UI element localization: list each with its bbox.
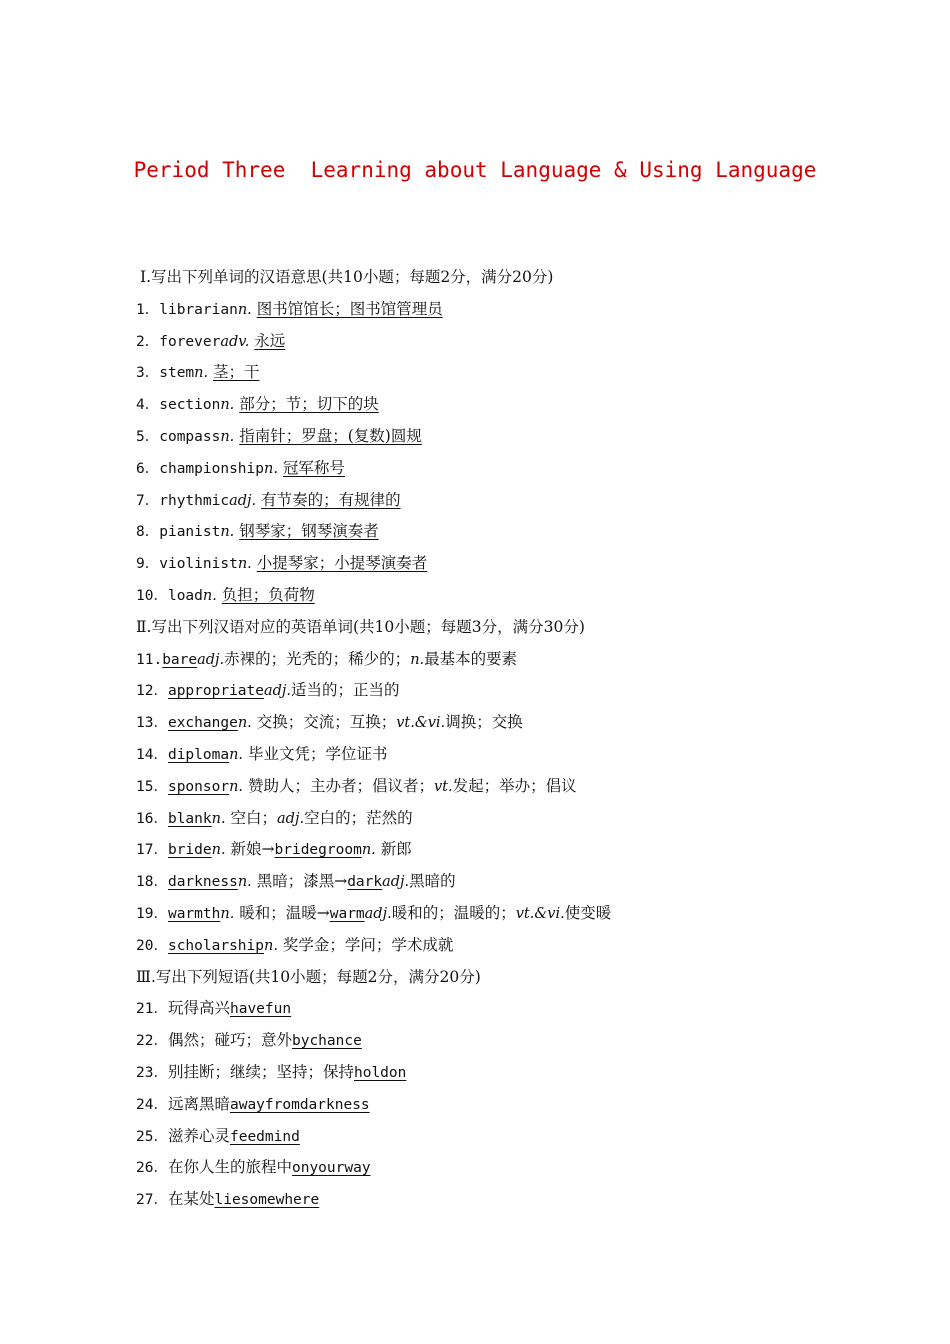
list-item <box>136 771 916 803</box>
item-number: 9． <box>136 556 160 573</box>
page-title: Period Three Learning about Language & Using Language <box>133 158 817 182</box>
item-answer: 永远 <box>254 331 286 350</box>
item-pos: n. <box>361 842 376 859</box>
item-number: 15． <box>136 778 168 795</box>
item-text: 新娘→ <box>225 840 275 859</box>
item-chinese: 滋养心灵 <box>167 1126 230 1145</box>
item-number: 3． <box>136 365 160 382</box>
item-word: forever <box>159 333 221 350</box>
list-item <box>136 1121 916 1153</box>
item-number: 17． <box>136 842 168 859</box>
item-number: 24． <box>136 1096 168 1113</box>
item-pos: n. <box>264 937 278 954</box>
item-text: 发起；举办；倡议 <box>452 776 577 795</box>
item-answer: 部分；节；切下的块 <box>239 395 379 414</box>
item-pos: adv. <box>220 333 250 350</box>
section-2-heading: Ⅱ.写出下列汉语对应的英语单词(共10小题；每题3分，满分30分) <box>136 617 585 636</box>
item-word: stem <box>159 365 195 382</box>
item-answer: onyourway <box>291 1160 371 1177</box>
item-answer: warm <box>329 905 365 922</box>
section-2-list <box>136 644 916 962</box>
list-item <box>136 739 916 771</box>
item-word: pianist <box>159 524 221 541</box>
section-3-heading: Ⅲ.写出下列短语(共10小题；每题2分，满分20分) <box>136 967 481 986</box>
item-chinese: 玩得高兴 <box>167 999 230 1018</box>
item-pos: n. <box>410 651 425 668</box>
item-answer: scholarship <box>167 937 264 954</box>
item-pos: adj. <box>382 874 410 891</box>
item-number: 22． <box>136 1033 168 1050</box>
item-answer: bychance <box>291 1033 362 1050</box>
item-pos: vt.&vi. <box>515 905 565 922</box>
list-item <box>136 834 916 866</box>
item-chinese: 偶然；碰巧；意外 <box>167 1031 292 1050</box>
item-text: 黑暗的 <box>409 872 456 891</box>
list-item <box>136 453 916 485</box>
item-text: 使变暖 <box>564 903 612 922</box>
item-number: 11. <box>136 651 163 668</box>
item-number: 14． <box>136 746 168 763</box>
item-text: 新郎 <box>375 840 412 859</box>
item-answer: 冠军称号 <box>282 458 345 477</box>
item-pos: vt.&vi. <box>396 715 446 732</box>
exercise-content <box>136 262 916 1216</box>
item-pos: adj. <box>197 651 225 668</box>
item-number: 2． <box>136 333 160 350</box>
item-answer: 茎；干 <box>213 363 260 382</box>
item-number: 23． <box>136 1064 168 1081</box>
item-number: 25． <box>136 1128 168 1145</box>
item-pos: n. <box>194 365 209 382</box>
list-item <box>136 866 916 898</box>
item-number: 5． <box>136 428 160 445</box>
item-answer: 指南针；罗盘；(复数)圆规 <box>239 426 422 445</box>
list-item <box>136 1025 916 1057</box>
item-answer: bare <box>162 651 198 668</box>
item-answer: bridegroom <box>274 842 362 859</box>
item-word: librarian <box>159 301 238 318</box>
item-number: 27． <box>136 1192 168 1209</box>
item-number: 7． <box>136 492 160 509</box>
item-chinese: 别挂断；继续；坚持；保持 <box>167 1062 354 1081</box>
item-answer: liesomewhere <box>214 1192 320 1209</box>
section-1-heading: Ⅰ.写出下列单词的汉语意思(共10小题；每题2分，满分20分) <box>140 268 554 286</box>
item-text: 暖和；温暖→ <box>234 903 330 922</box>
item-pos: n. <box>237 301 252 318</box>
item-number: 19． <box>136 905 168 922</box>
item-number: 8． <box>136 524 160 541</box>
list-item <box>136 898 916 930</box>
item-word: compass <box>159 428 221 445</box>
item-pos: n. <box>220 524 235 541</box>
item-number: 13． <box>136 715 168 732</box>
section-1-list <box>136 294 916 612</box>
item-word: rhythmic <box>159 492 230 509</box>
item-pos: n. <box>264 460 278 477</box>
section-3-list <box>136 993 916 1216</box>
item-number: 1． <box>136 301 160 318</box>
list-item <box>136 357 916 389</box>
item-answer: 负担；负荷物 <box>221 585 315 604</box>
list-item <box>136 1152 916 1184</box>
item-number: 18． <box>136 874 168 891</box>
item-answer: dark <box>347 874 383 891</box>
list-item <box>136 326 916 358</box>
item-pos: n. <box>220 905 235 922</box>
item-pos: n. <box>211 842 226 859</box>
item-pos: n. <box>220 428 235 445</box>
item-chinese: 在某处 <box>167 1190 215 1209</box>
list-item <box>136 993 916 1025</box>
item-answer: 小提琴家；小提琴演奏者 <box>256 554 428 573</box>
item-answer: darkness <box>167 874 238 891</box>
list-item <box>136 516 916 548</box>
item-number: 20． <box>136 937 168 954</box>
item-pos: n. <box>237 715 252 732</box>
item-pos: n. <box>229 778 244 795</box>
item-answer: feedmind <box>229 1128 300 1145</box>
item-number: 21． <box>136 1001 168 1018</box>
item-answer: diploma <box>167 746 230 763</box>
item-number: 4． <box>136 397 160 414</box>
list-item <box>136 389 916 421</box>
list-item <box>136 548 916 580</box>
item-answer: awayfromdarkness <box>229 1096 370 1113</box>
item-pos: n. <box>237 874 252 891</box>
item-text: 暖和的；温暖的； <box>391 903 516 922</box>
item-pos: n. <box>229 746 244 763</box>
item-number: 6． <box>136 460 160 477</box>
item-pos: adj. <box>364 905 392 922</box>
item-answer: havefun <box>229 1001 292 1018</box>
list-item <box>136 803 916 835</box>
list-item <box>136 1089 916 1121</box>
item-answer: warmth <box>167 905 221 922</box>
item-chinese: 远离黑暗 <box>167 1094 230 1113</box>
item-text: 交换；交流；互换； <box>251 713 397 732</box>
list-item <box>136 644 916 676</box>
item-text: 调换；交换 <box>445 713 523 732</box>
item-text: 赤裸的；光秃的；稀少的； <box>224 649 411 668</box>
list-item <box>136 294 916 326</box>
item-pos: n. <box>202 587 217 604</box>
item-answer: 有节奏的；有规律的 <box>261 490 401 509</box>
item-text: 适当的；正当的 <box>291 681 400 700</box>
item-pos: n. <box>237 556 252 573</box>
item-text: 空白； <box>225 808 278 827</box>
list-item <box>136 580 916 612</box>
item-number: 26． <box>136 1160 168 1177</box>
item-answer: bride <box>167 842 212 859</box>
item-pos: n. <box>220 397 235 414</box>
item-answer: blank <box>167 810 212 827</box>
list-item <box>136 1184 916 1216</box>
item-chinese: 在你人生的旅程中 <box>167 1158 292 1177</box>
item-pos: adj. <box>277 810 305 827</box>
list-item <box>136 485 916 517</box>
list-item <box>136 1057 916 1089</box>
item-answer: 钢琴家；钢琴演奏者 <box>239 522 379 541</box>
item-answer: appropriate <box>167 683 264 700</box>
item-answer: exchange <box>167 715 238 732</box>
item-text: 毕业文凭；学位证书 <box>243 744 388 763</box>
item-pos: adj. <box>229 492 257 509</box>
list-item <box>136 421 916 453</box>
item-answer: 图书馆馆长；图书馆管理员 <box>256 299 443 318</box>
item-number: 16． <box>136 810 168 827</box>
list-item <box>136 930 916 962</box>
item-number: 10． <box>136 587 168 604</box>
item-word: violinist <box>159 556 238 573</box>
item-word: championship <box>159 460 264 477</box>
list-item <box>136 707 916 739</box>
item-pos: adj. <box>264 683 292 700</box>
item-word: load <box>167 587 203 604</box>
item-pos: vt. <box>433 778 453 795</box>
item-text: 空白的；茫然的 <box>304 808 413 827</box>
item-text: 赞助人；主办者；倡议者； <box>243 776 434 795</box>
item-text: 黑暗；漆黑→ <box>251 872 348 891</box>
item-number: 12． <box>136 683 168 700</box>
item-answer: sponsor <box>167 778 230 795</box>
item-answer: holdon <box>353 1064 407 1081</box>
item-pos: n. <box>211 810 226 827</box>
item-word: section <box>159 397 221 414</box>
item-text: 奖学金；学问；学术成就 <box>277 935 454 954</box>
item-text: 最基本的要素 <box>424 649 518 668</box>
list-item <box>136 675 916 707</box>
